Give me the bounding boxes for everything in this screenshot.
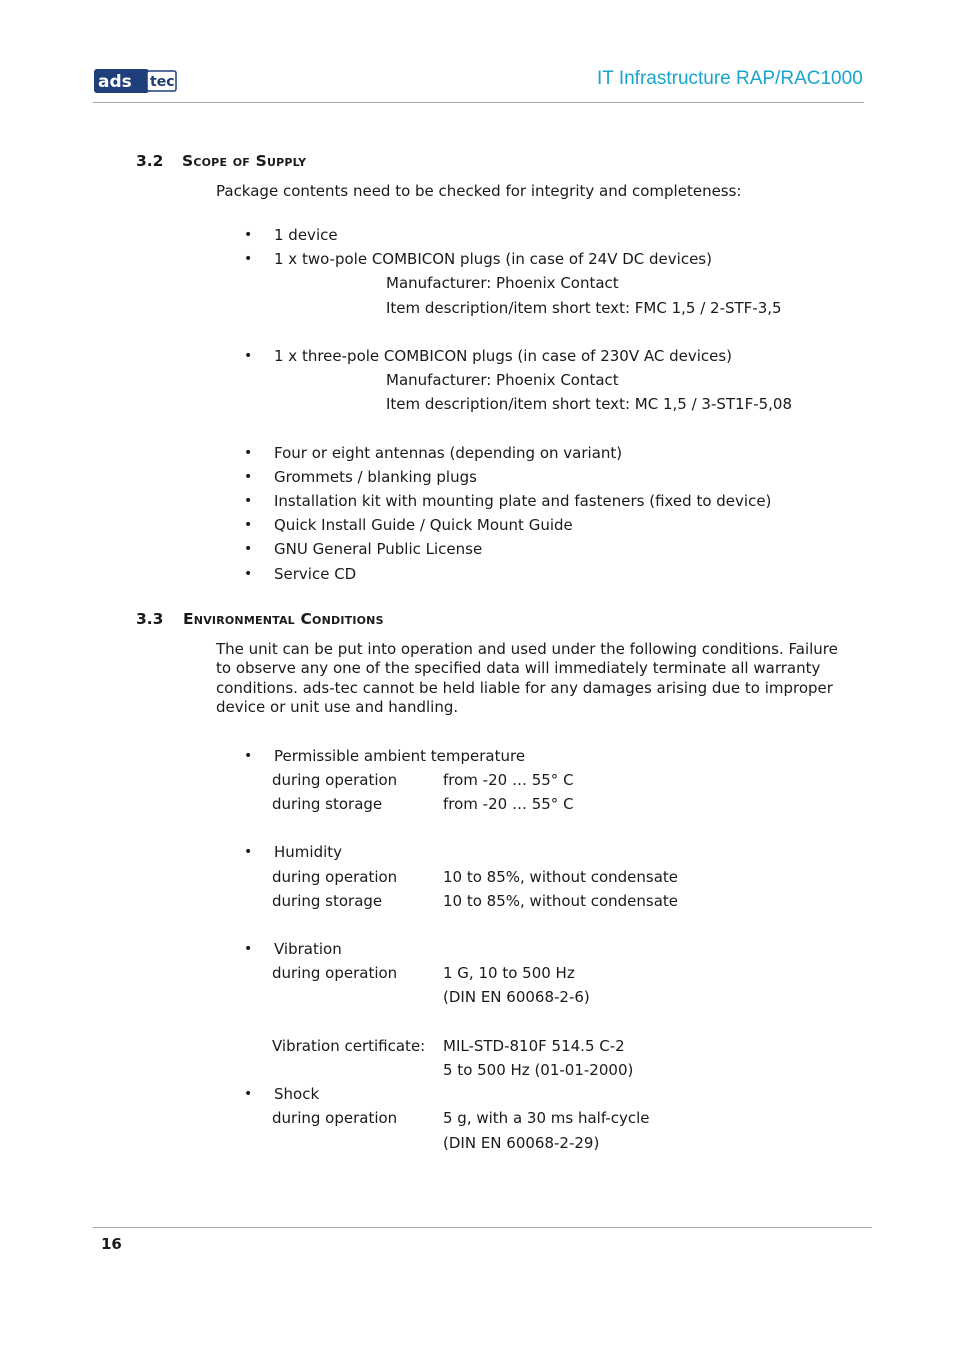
list-item: Service CD bbox=[274, 565, 357, 583]
bullet-icon: • bbox=[244, 517, 253, 533]
bullet-icon: • bbox=[244, 1086, 253, 1102]
bullet-icon: • bbox=[244, 541, 253, 557]
document-title: IT Infrastructure RAP/RAC1000 bbox=[597, 68, 863, 89]
condition-value: MIL-STD-810F 514.5 C-2 bbox=[443, 1037, 625, 1055]
condition-heading: Permissible ambient temperature bbox=[274, 747, 526, 765]
condition-label: Vibration certificate: bbox=[272, 1037, 426, 1055]
ads-tec-logo bbox=[94, 69, 177, 93]
condition-value: 10 to 85%, without condensate bbox=[443, 892, 679, 910]
header-divider bbox=[93, 102, 864, 103]
conditions-paragraph: The unit can be put into operation and used under the following conditions. Failure to observe any one of the specified data will immediately terminate all warranty conditions. ads-tec cannot be held liable for any damages arising due to improper device or unit use and handling. bbox=[216, 640, 838, 716]
section-number: 3.2 bbox=[136, 152, 164, 170]
bullet-icon: • bbox=[244, 348, 253, 364]
page-number: 16 bbox=[101, 1235, 122, 1253]
condition-value: 5 g, with a 30 ms half-cycle bbox=[443, 1109, 650, 1127]
list-item-detail: Manufacturer: Phoenix Contact bbox=[386, 371, 619, 389]
bullet-icon: • bbox=[244, 748, 253, 764]
list-item: Installation kit with mounting plate and fasteners (fixed to device) bbox=[274, 492, 772, 510]
list-item-detail: Item description/item short text: MC 1,5 / 3-ST1F-5,08 bbox=[386, 395, 793, 413]
condition-heading: Shock bbox=[274, 1085, 320, 1103]
condition-heading: Humidity bbox=[274, 843, 343, 861]
list-item-detail: Item description/item short text: FMC 1,5 / 2-STF-3,5 bbox=[386, 299, 782, 317]
condition-heading: Vibration bbox=[274, 940, 342, 958]
list-item: 1 x two-pole COMBICON plugs (in case of 24V DC devices) bbox=[274, 250, 712, 268]
footer-divider bbox=[93, 1227, 872, 1228]
bullet-icon: • bbox=[244, 941, 253, 957]
condition-standard: (DIN EN 60068-2-29) bbox=[443, 1134, 600, 1152]
condition-value: from -20 … 55° C bbox=[443, 771, 574, 789]
bullet-icon: • bbox=[244, 251, 253, 267]
intro-text: Package contents need to be checked for integrity and completeness: bbox=[216, 182, 742, 200]
condition-label: during operation bbox=[272, 1109, 398, 1127]
condition-label: during storage bbox=[272, 892, 383, 910]
list-item: Four or eight antennas (depending on variant) bbox=[274, 444, 623, 462]
bullet-icon: • bbox=[244, 566, 253, 582]
section-heading: Environmental Conditions bbox=[183, 610, 384, 628]
condition-value: 10 to 85%, without condensate bbox=[443, 868, 679, 886]
condition-label: during operation bbox=[272, 964, 398, 982]
list-item: 1 x three-pole COMBICON plugs (in case of 230V AC devices) bbox=[274, 347, 733, 365]
list-item: Grommets / blanking plugs bbox=[274, 468, 477, 486]
bullet-icon: • bbox=[244, 469, 253, 485]
condition-label: during operation bbox=[272, 868, 398, 886]
condition-label: during storage bbox=[272, 795, 383, 813]
condition-standard: 5 to 500 Hz (01-01-2000) bbox=[443, 1061, 634, 1079]
bullet-icon: • bbox=[244, 844, 253, 860]
bullet-icon: • bbox=[244, 227, 253, 243]
section-heading: Scope of Supply bbox=[182, 152, 307, 170]
condition-value: from -20 … 55° C bbox=[443, 795, 574, 813]
list-item-detail: Manufacturer: Phoenix Contact bbox=[386, 274, 619, 292]
bullet-icon: • bbox=[244, 445, 253, 461]
condition-value: 1 G, 10 to 500 Hz bbox=[443, 964, 575, 982]
list-item: Quick Install Guide / Quick Mount Guide bbox=[274, 516, 573, 534]
condition-label: during operation bbox=[272, 771, 398, 789]
svg-text:tec: tec bbox=[150, 74, 175, 90]
list-item: 1 device bbox=[274, 226, 338, 244]
bullet-icon: • bbox=[244, 493, 253, 509]
condition-standard: (DIN EN 60068-2-6) bbox=[443, 988, 590, 1006]
section-number: 3.3 bbox=[136, 610, 164, 628]
list-item: GNU General Public License bbox=[274, 540, 483, 558]
svg-text:ads: ads bbox=[98, 72, 132, 92]
